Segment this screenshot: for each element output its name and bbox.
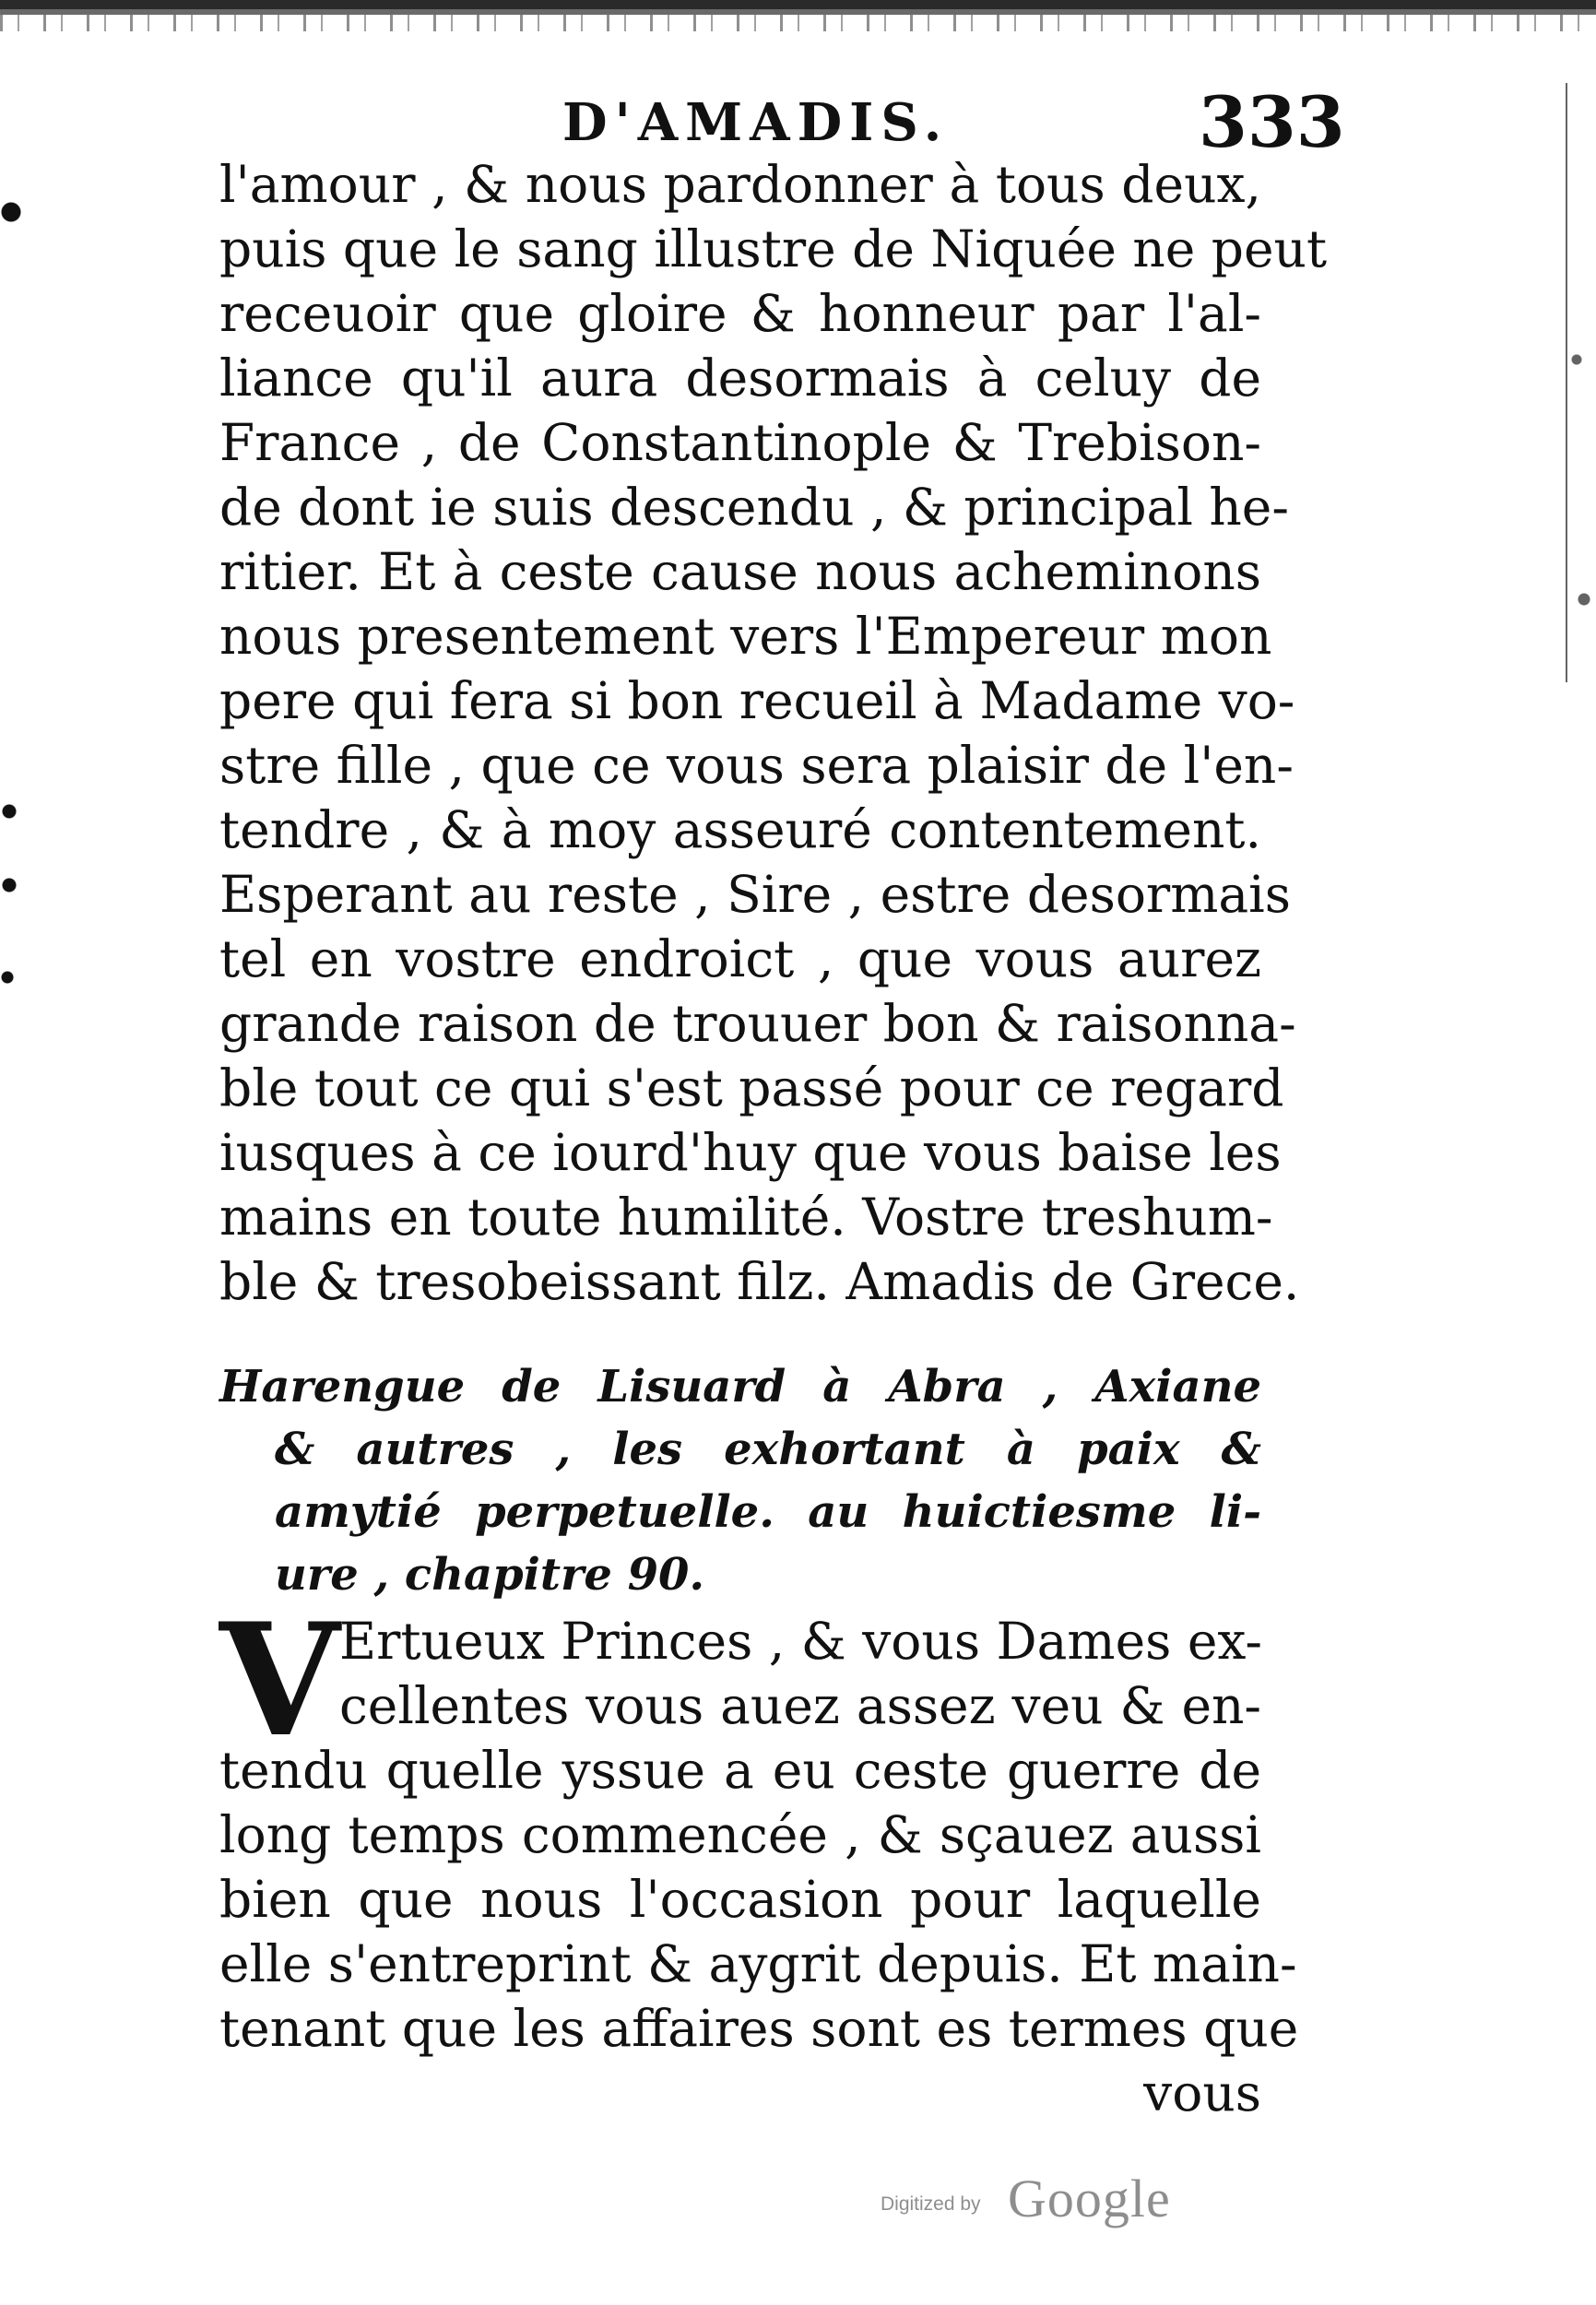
rubric-line: amytié perpetuelle. au huictiesme li- xyxy=(275,1486,1261,1538)
text-line: stre fille , que ce vous sera plaisir de l'en- xyxy=(219,736,1294,795)
running-head: D'AMADIS. xyxy=(562,92,950,153)
text-line: long temps commencée , & sçauez aussi xyxy=(219,1805,1261,1864)
scan-right-edge xyxy=(1558,83,1596,682)
drop-cap-initial: V xyxy=(219,1589,340,1771)
scan-left-marks xyxy=(0,166,22,1088)
text-line: Esperant au reste , Sire , estre desormais xyxy=(219,865,1291,924)
text-line: grande raison de trouuer bon & raisonna- xyxy=(219,994,1296,1053)
text-line: pere qui fera si bon recueil à Madame vo- xyxy=(219,671,1295,730)
watermark-caption: Digitized by xyxy=(881,2193,981,2215)
text-line: liance qu'il aura desormais à celuy de xyxy=(219,349,1261,408)
text-line: tendu quelle yssue a eu ceste guerre de xyxy=(219,1741,1261,1800)
text-line: tendre , & à moy asseuré contentement. xyxy=(219,800,1261,859)
chapter-text xyxy=(219,1589,1299,2125)
chapter-rubric xyxy=(219,1355,1261,1606)
text-line: tel en vostre endroict , que vous aurez xyxy=(219,929,1261,988)
text-line: tenant que les affaires sont es termes que xyxy=(219,1999,1299,2058)
watermark-brand: Google xyxy=(1008,2169,1171,2228)
text-line: receuoir que gloire & honneur par l'al- xyxy=(219,284,1261,343)
rubric-line: & autres , les exhortant à paix & xyxy=(275,1424,1261,1475)
rubric-line: ure , chapitre 90. xyxy=(275,1549,705,1601)
catchword: vous xyxy=(1143,2063,1261,2122)
text-line: nous presentement vers l'Empereur mon xyxy=(219,607,1272,666)
text-line: cellentes vous auez assez veu & en- xyxy=(339,1676,1261,1735)
text-line: iusques à ce iourd'huy que vous baise les xyxy=(219,1123,1282,1182)
page-number: 333 xyxy=(1199,81,1345,163)
text-line: l'amour , & nous pardonner à tous deux, xyxy=(219,155,1261,214)
rubric-line: Harengue de Lisuard à Abra , Axiane xyxy=(219,1361,1261,1413)
text-line: elle s'entreprint & aygrit depuis. Et main- xyxy=(219,1934,1297,1993)
text-line: France , de Constantinople & Trebison- xyxy=(219,413,1261,472)
digitization-watermark xyxy=(881,2171,1185,2227)
text-line: bien que nous l'occasion pour laquelle xyxy=(219,1870,1261,1929)
letter-text xyxy=(219,152,1328,1314)
text-line: ritier. Et à ceste cause nous acheminons xyxy=(219,542,1261,601)
text-line: puis que le sang illustre de Niquée ne peut xyxy=(219,219,1328,278)
text-line: ble tout ce qui s'est passé pour ce regard xyxy=(219,1058,1284,1117)
scan-top-edge xyxy=(0,0,1596,35)
text-line: de dont ie suis descendu , & principal he- xyxy=(219,478,1289,537)
text-line: ble & tresobeissant filz. Amadis de Grece. xyxy=(219,1252,1300,1311)
text-line: Ertueux Princes , & vous Dames ex- xyxy=(339,1612,1263,1671)
text-line: mains en toute humilité. Vostre treshum- xyxy=(219,1188,1273,1247)
